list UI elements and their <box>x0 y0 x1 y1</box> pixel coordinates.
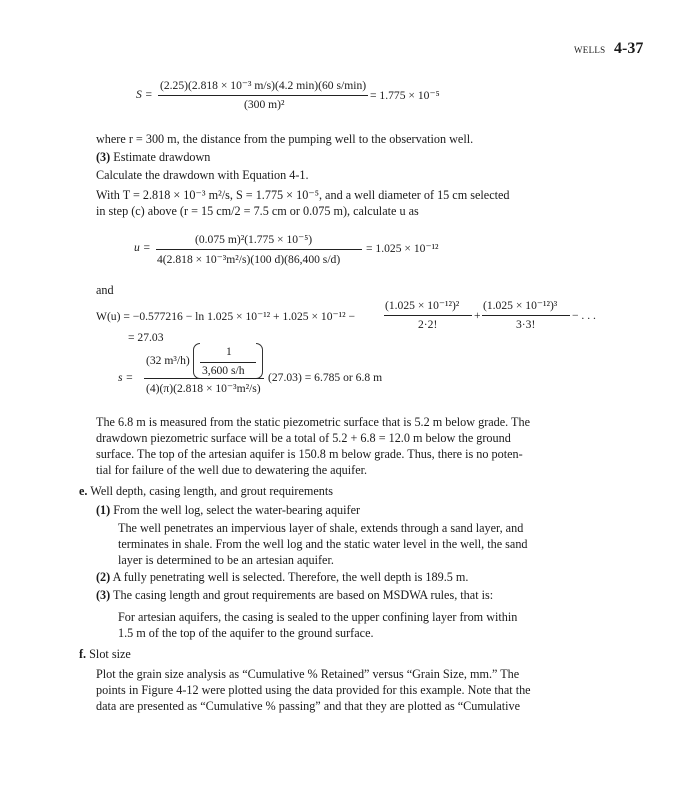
eq-w-frac2-num: (1.025 × 10⁻¹²)³ <box>483 299 558 312</box>
fraction-bar <box>144 378 264 379</box>
paragraph-line: surface. The top of the artesian aquifer is 150.8 m below grade. Thus, there is no poten- <box>96 447 523 461</box>
item-1-body-line: layer is determined to be an artesian aquifer. <box>118 553 334 567</box>
item-3-body-line: For artesian aquifers, the casing is sealed to the upper confining layer from within <box>118 610 518 624</box>
eq-w-lhs: W(u) = −0.577216 − ln 1.025 × 10⁻¹² + 1.025 × 10⁻¹² − <box>96 310 356 323</box>
with-line-2: in step (c) above (r = 15 cm/2 = 7.5 cm or 0.075 m), calculate u as <box>96 204 419 218</box>
eq-w-tail: − . . . <box>572 309 596 322</box>
and-word: and <box>96 283 114 297</box>
section-f-title: Slot size <box>89 647 131 661</box>
fraction-bar <box>158 95 368 96</box>
item-3-body-line: 1.5 m of the top of the aquifer to the ground surface. <box>118 626 374 640</box>
section-e-title: Well depth, casing length, and grout requirements <box>90 484 333 498</box>
item-1-number: (1) <box>96 503 111 517</box>
eq-dd-inner-num: 1 <box>226 345 232 358</box>
item-3 <box>96 587 493 603</box>
eq-w-frac2-den: 3·3! <box>516 318 536 331</box>
eq-s-lhs: S = <box>136 88 153 101</box>
paragraph-line: tial for failure of the well due to dewatering the aquifer. <box>96 463 368 477</box>
where-r-line: where r = 300 m, the distance from the pumping well to the observation well. <box>96 132 474 146</box>
section-f-body-line: Plot the grain size analysis as “Cumulative % Retained” versus “Grain Size, mm.” The <box>96 667 520 681</box>
eq-u-numerator: (0.075 m)²(1.775 × 10⁻⁵) <box>195 233 313 246</box>
left-paren <box>193 343 200 379</box>
item-1-body-line: The well penetrates an impervious layer of shale, extends through a sand layer, and <box>118 521 524 535</box>
eq-w-plus: + <box>474 309 481 322</box>
step-3-title: Estimate drawdown <box>113 150 211 164</box>
running-header-section: WELLS <box>574 45 606 55</box>
item-1-title: From the well log, select the water-bearing aquifer <box>113 503 361 517</box>
step-3-number: (3) <box>96 150 111 164</box>
paragraph-line: The 6.8 m is measured from the static piezometric surface that is 5.2 m below grade. The <box>96 415 530 429</box>
section-f-body-line: data are presented as “Cumulative % passing” and that they are plotted as “Cumulative <box>96 699 521 713</box>
eq-w-frac1-den: 2·2! <box>418 318 438 331</box>
section-e-heading <box>79 483 333 499</box>
fraction-bar <box>156 249 362 250</box>
item-2 <box>96 569 468 585</box>
eq-dd-flow: (32 m³/h) <box>146 354 190 367</box>
eq-dd-lhs: s = <box>118 371 134 384</box>
item-1-body-line: terminates in shale. From the well log and the static water level in the well, the sand <box>118 537 528 551</box>
eq-dd-inner-den: 3,600 s/h <box>202 364 245 377</box>
eq-s-numerator: (2.25)(2.818 × 10⁻³ m/s)(4.2 min)(60 s/min) <box>160 79 367 92</box>
eq-u-lhs: u = <box>134 241 151 254</box>
item-2-text: A fully penetrating well is selected. Therefore, the well depth is 189.5 m. <box>112 570 469 584</box>
section-f-body-line: points in Figure 4-12 were plotted using the data provided for this example. Note that the <box>96 683 531 697</box>
fraction-bar <box>200 362 256 363</box>
eq-dd-denominator: (4)(π)(2.818 × 10⁻³m²/s) <box>146 382 261 395</box>
item-3-text: The casing length and grout requirements are based on MSDWA rules, that is: <box>113 588 494 602</box>
with-line-1: With T = 2.818 × 10⁻³ m²/s, S = 1.775 × 10⁻⁵, and a well diameter of 15 cm selected <box>96 188 510 202</box>
eq-dd-result: (27.03) = 6.785 or 6.8 m <box>268 371 383 384</box>
section-e-letter: e. <box>79 484 88 498</box>
paragraph-line: drawdown piezometric surface will be a total of 5.2 + 6.8 = 12.0 m below the ground <box>96 431 511 445</box>
eq-u-denominator: 4(2.818 × 10⁻³m²/s)(100 d)(86,400 s/d) <box>157 253 341 266</box>
section-f-letter: f. <box>79 647 87 661</box>
section-f-heading <box>79 646 131 662</box>
step-3-heading <box>96 149 210 165</box>
item-2-number: (2) <box>96 570 111 584</box>
fraction-bar <box>384 315 472 316</box>
fraction-bar <box>482 315 570 316</box>
eq-s-result: = 1.775 × 10⁻⁵ <box>370 89 440 102</box>
item-3-number: (3) <box>96 588 111 602</box>
right-paren <box>256 343 263 379</box>
calc-line: Calculate the drawdown with Equation 4-1. <box>96 168 309 182</box>
page-number: 4-37 <box>614 40 644 57</box>
item-1-heading <box>96 502 360 518</box>
eq-w-result: = 27.03 <box>128 331 164 344</box>
eq-w-frac1-num: (1.025 × 10⁻¹²)² <box>385 299 460 312</box>
eq-u-result: = 1.025 × 10⁻¹² <box>366 242 439 255</box>
eq-s-denominator: (300 m)² <box>244 98 285 111</box>
